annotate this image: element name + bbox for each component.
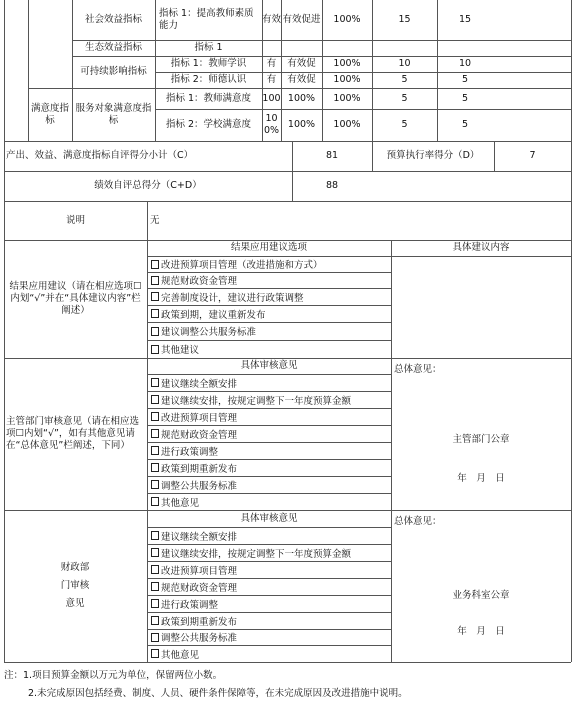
remark-value: 无 [150, 214, 160, 226]
dept-date-label: 年 月 日 [457, 473, 505, 485]
remark-label: 说明 [65, 214, 85, 226]
indicator-score: 15 [398, 14, 411, 26]
indicator-weight: 100% [333, 74, 361, 86]
indicator-score: 5 [401, 92, 408, 104]
checkbox-icon [151, 616, 159, 625]
indicator-actual: 有效促进 [282, 14, 321, 26]
checkbox-option[interactable]: 规范财政资金管理 [151, 425, 391, 442]
indicator-weight: 100% [333, 58, 361, 70]
primary-indicator: 满意度指标 [30, 102, 69, 126]
checkbox-option[interactable]: 调整公共服务标准 [151, 476, 391, 493]
checkbox-icon [151, 327, 159, 336]
checkbox-icon [151, 309, 159, 318]
indicator-target: 100 [262, 92, 281, 104]
results-content-header: 具体建议内容 [452, 242, 510, 254]
finance-review-header: 具体审核意见 [240, 512, 298, 524]
finance-date-label: 年 月 日 [457, 626, 505, 638]
checkbox-icon [151, 276, 159, 285]
results-label: 结果应用建议（请在相应选项☐内划“√”并在“具体建议内容”栏阐述） [9, 281, 142, 316]
indicator-target: 有效 [262, 14, 282, 26]
checkbox-option[interactable]: 建议继续安排，按规定调整下一年度预算金额 [151, 544, 391, 561]
checkbox-option[interactable]: 建议继续全额安排 [151, 527, 391, 544]
checkbox-icon [151, 260, 159, 269]
results-options-header: 结果应用建议选项 [230, 242, 307, 254]
checkbox-icon [151, 497, 159, 506]
dept-review-label: 主管部门审核意见（请在相应选项☐内划“√”，如有其他意见请在“总体意见”栏阐述，下同） [6, 416, 140, 451]
checkbox-option[interactable]: 建议继续全额安排 [151, 374, 391, 391]
checkbox-option[interactable]: 调整公共服务标准 [151, 629, 391, 645]
checkbox-icon [151, 548, 159, 557]
checkbox-icon [151, 633, 159, 642]
footnote-2: 2.未完成原因包括经费、制度、人员、硬件条件保障等，在未完成原因及改进措施中说明。 [28, 688, 408, 699]
checkbox-icon [151, 395, 159, 404]
checkbox-icon [151, 531, 159, 540]
checkbox-option[interactable]: 进行政策调整 [151, 595, 391, 612]
execution-score-value: 7 [529, 150, 536, 162]
secondary-indicator: 生态效益指标 [84, 42, 142, 54]
checkbox-option[interactable]: 政策到期重新发布 [151, 612, 391, 629]
dept-review-header: 具体审核意见 [240, 360, 298, 372]
indicator-weight: 100% [333, 119, 361, 131]
checkbox-option[interactable]: 改进预算项目管理 [151, 561, 391, 578]
checkbox-option[interactable]: 完善制度设计，建议进行政策调整 [151, 288, 391, 305]
finance-overall-label: 总体意见： [394, 516, 442, 527]
checkbox-option[interactable]: 其他建议 [151, 340, 391, 358]
indicator-target: 100% [263, 113, 280, 136]
checkbox-icon [151, 463, 159, 472]
checkbox-icon [151, 649, 159, 658]
checkbox-option[interactable]: 改进预算项目管理 [151, 408, 391, 425]
checkbox-icon [151, 565, 159, 574]
checkbox-option[interactable]: 其他意见 [151, 493, 391, 510]
indicator-weight: 100% [333, 14, 361, 26]
indicator-actual: 100% [287, 92, 316, 104]
checkbox-icon [151, 378, 159, 387]
secondary-indicator: 可持续影响指标 [80, 66, 147, 78]
checkbox-icon [151, 345, 159, 354]
indicator-score: 5 [401, 74, 408, 86]
indicator-name: 指标 2：师德认识 [170, 74, 247, 86]
secondary-indicator: 社会效益指标 [84, 14, 142, 26]
checkbox-option[interactable]: 建议调整公共服务标准 [151, 322, 391, 340]
checkbox-option[interactable]: 政策到期重新发布 [151, 459, 391, 476]
checkbox-icon [151, 480, 159, 489]
indicator-score: 5 [461, 74, 469, 86]
checkbox-icon [151, 446, 159, 455]
total-score-label: 绩效自评总得分（C+D） [94, 180, 202, 192]
indicator-actual: 有效促 [287, 74, 316, 86]
checkbox-option[interactable]: 规范财政资金管理 [151, 578, 391, 595]
checkbox-option[interactable]: 改进预算项目管理（改进措施和方式） [151, 256, 391, 272]
indicator-actual: 有效促 [287, 58, 316, 70]
checkbox-option[interactable]: 进行政策调整 [151, 442, 391, 459]
execution-score-label: 预算执行率得分（D） [386, 150, 480, 162]
finance-review-label: 财政部门审核意见 [60, 561, 90, 610]
dept-overall-label: 总体意见： [394, 364, 442, 375]
checkbox-option[interactable]: 建议继续安排，按规定调整下一年度预算金额 [151, 391, 391, 408]
checkbox-icon [151, 292, 159, 301]
indicator-score: 5 [461, 92, 469, 104]
indicator-name: 指标 1：教师学识 [170, 58, 247, 70]
finance-stamp-label: 业务科室公章 [452, 590, 510, 602]
indicator-score: 5 [461, 119, 469, 131]
indicator-name: 指标 1 [194, 42, 223, 54]
checkbox-icon [151, 412, 159, 421]
subtotal-label: 产出、效益、满意度指标自评得分小计（C） [6, 150, 194, 162]
indicator-score: 5 [401, 119, 408, 131]
checkbox-icon [151, 582, 159, 591]
checkbox-option[interactable]: 规范财政资金管理 [151, 272, 391, 288]
indicator-weight: 100% [333, 92, 361, 104]
secondary-indicator: 服务对象满意度指标 [75, 102, 152, 126]
indicator-name: 指标 1：教师满意度 [165, 92, 252, 104]
indicator-name: 指标 2：学校满意度 [165, 119, 252, 131]
checkbox-icon [151, 599, 159, 608]
indicator-actual: 100% [287, 119, 316, 131]
indicator-score: 10 [398, 58, 411, 70]
checkbox-icon [151, 429, 159, 438]
dept-stamp-label: 主管部门公章 [452, 434, 510, 446]
indicator-score: 10 [458, 58, 472, 70]
checkbox-option[interactable]: 政策到期，建议重新发布 [151, 305, 391, 322]
indicator-target: 有 [266, 74, 277, 86]
total-score-value: 88 [325, 180, 339, 192]
subtotal-value: 81 [325, 150, 339, 162]
indicator-score: 15 [458, 14, 472, 26]
footnote-1: 注：1.项目预算金额以万元为单位，保留两位小数。 [4, 670, 223, 681]
indicator-target: 有 [266, 58, 277, 70]
indicator-name: 指标 1：提高教师素质能力 [159, 8, 254, 31]
checkbox-option[interactable]: 其他意见 [151, 645, 391, 662]
